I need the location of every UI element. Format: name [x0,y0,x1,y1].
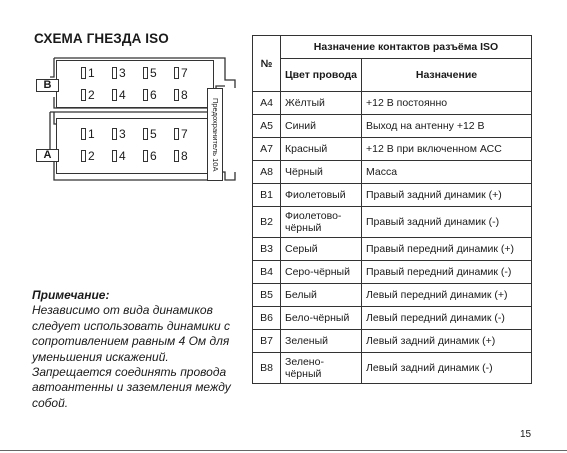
pin-a3-label: 3 [119,127,126,141]
color-cell: Серо-чёрный [281,261,362,284]
pin-cell: A5 [253,115,281,138]
color-cell: Чёрный [281,161,362,184]
pin-b2-label: 2 [88,88,95,102]
note-title: Примечание: [32,288,110,302]
page-number: 15 [520,429,532,440]
header-num: № [253,36,281,92]
pin-slot [174,150,179,162]
table-row [253,261,532,284]
table-row [253,330,532,353]
table-row [253,184,532,207]
pin-slot [112,89,117,101]
header-group: Назначение контактов разъёма ISO [281,36,532,59]
pin-b3-label: 3 [119,66,126,80]
pin-slot [81,67,86,79]
pin-a2-label: 2 [88,149,95,163]
pin-slot [143,67,148,79]
pin-cell: B6 [253,307,281,330]
color-cell: Белый [281,284,362,307]
table-row [253,284,532,307]
color-cell: Синий [281,115,362,138]
pin-slot [143,150,148,162]
color-cell: Зелено-чёрный [281,353,362,384]
section-title: СХЕМА ГНЕЗДА ISO [34,31,169,46]
pin-slot [112,67,117,79]
pin-cell: B1 [253,184,281,207]
pin-slot [81,150,86,162]
table-row [253,353,532,384]
pin-b7-label: 7 [181,66,188,80]
header-color: Цвет провода [281,59,362,92]
pin-slot [174,128,179,140]
purpose-cell: Левый передний динамик (-) [362,307,532,330]
page-footer-rule [0,450,567,451]
table-row [253,92,532,115]
purpose-cell: Левый задний динамик (+) [362,330,532,353]
color-cell: Жёлтый [281,92,362,115]
purpose-cell: Правый передний динамик (-) [362,261,532,284]
color-cell: Фиолетово-чёрный [281,207,362,238]
pin-b4-label: 4 [119,88,126,102]
purpose-cell: +12 В постоянно [362,92,532,115]
purpose-cell: Правый задний динамик (-) [362,207,532,238]
connector-a-label: A [36,149,59,162]
table-row [253,307,532,330]
pin-slot [174,67,179,79]
pin-a1-label: 1 [88,127,95,141]
purpose-cell: Левый задний динамик (-) [362,353,532,384]
pin-a8-label: 8 [181,149,188,163]
purpose-cell: +12 В при включенном АСС [362,138,532,161]
pin-b6-label: 6 [150,88,157,102]
pin-slot [112,128,117,140]
pin-b5-label: 5 [150,66,157,80]
pin-cell: A8 [253,161,281,184]
purpose-cell: Левый передний динамик (+) [362,284,532,307]
color-cell: Бело-чёрный [281,307,362,330]
table-row [253,115,532,138]
pin-slot [143,128,148,140]
pin-assignment-table [252,35,532,384]
pin-cell: B5 [253,284,281,307]
pin-a4-label: 4 [119,149,126,163]
note-text: Независимо от вида динамиков следует использовать динамики с сопротивлением равным 4 Ом для уменьшения искажений. Запрещается соединять провода автоантенны и заземления между собой. [32,303,231,410]
pin-slot [143,89,148,101]
fuse-label: Предохранитель 10А [211,97,220,172]
pin-cell: B7 [253,330,281,353]
pin-cell: A4 [253,92,281,115]
pin-cell: B8 [253,353,281,384]
pin-slot [112,150,117,162]
purpose-cell: Правый задний динамик (+) [362,184,532,207]
connector-a-block [56,118,214,174]
pin-cell: A7 [253,138,281,161]
purpose-cell: Выход на антенну +12 В [362,115,532,138]
table-row [253,161,532,184]
color-cell: Фиолетовый [281,184,362,207]
pin-b1-label: 1 [88,66,95,80]
connector-b-label: B [36,79,59,92]
table-row [253,238,532,261]
table-row [253,207,532,238]
pin-a6-label: 6 [150,149,157,163]
purpose-cell: Правый передний динамик (+) [362,238,532,261]
pin-slot [174,89,179,101]
pin-a7-label: 7 [181,127,188,141]
pin-a5-label: 5 [150,127,157,141]
pin-b8-label: 8 [181,88,188,102]
color-cell: Зеленый [281,330,362,353]
pin-slot [81,89,86,101]
table-row [253,138,532,161]
note-block [32,288,237,411]
pin-cell: B4 [253,261,281,284]
color-cell: Серый [281,238,362,261]
pin-slot [81,128,86,140]
color-cell: Красный [281,138,362,161]
purpose-cell: Масса [362,161,532,184]
pin-cell: B2 [253,207,281,238]
header-purpose: Назначение [362,59,532,92]
connector-b-block [56,60,214,108]
pin-cell: B3 [253,238,281,261]
